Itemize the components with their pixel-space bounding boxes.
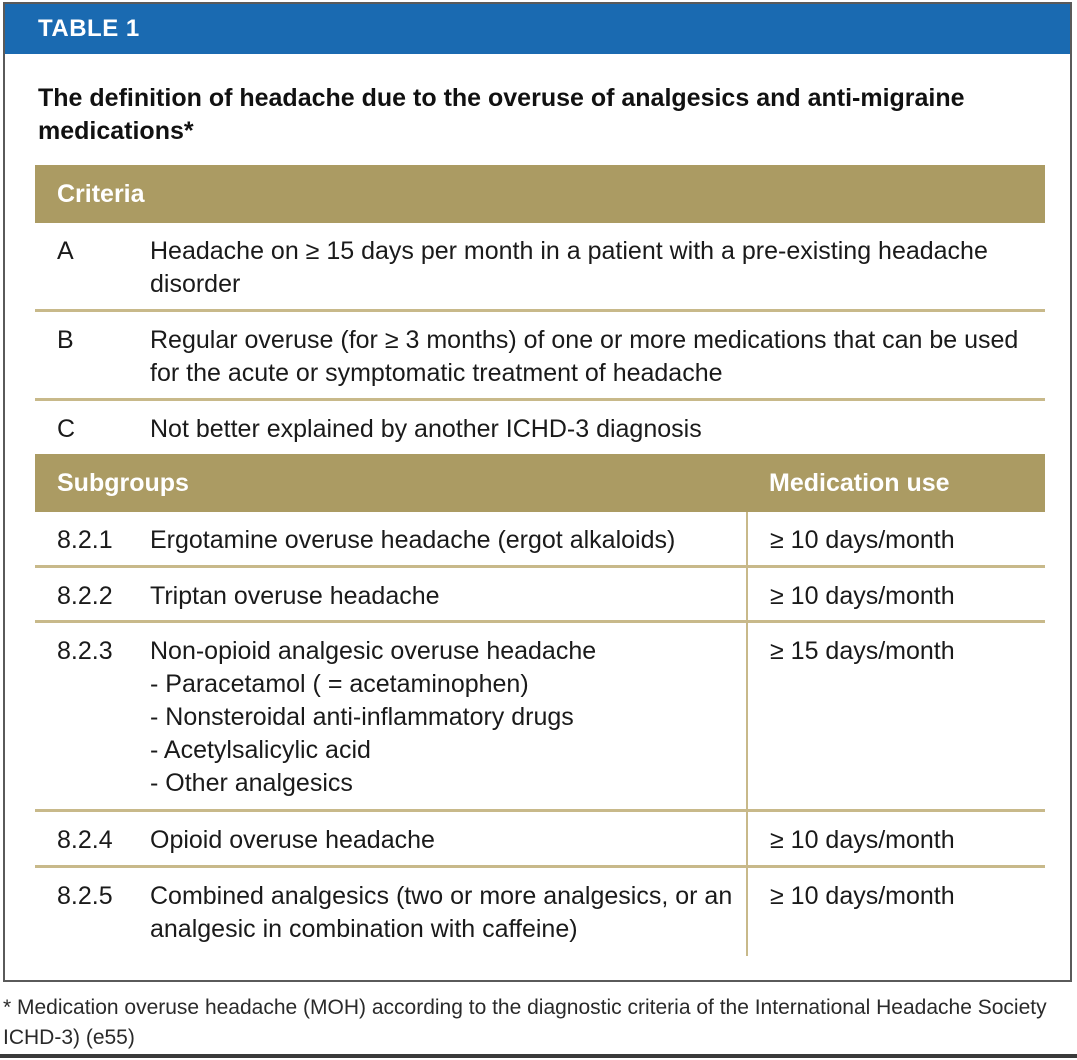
medication-use-header-label: Medication use	[769, 469, 950, 497]
subgroups-header-label: Subgroups	[57, 469, 189, 497]
table-title: The definition of headache due to the overuse of analgesics and anti-migraine medications*	[38, 84, 965, 145]
table-label: TABLE 1	[38, 15, 140, 42]
subgroup-text: Opioid overuse headache	[150, 826, 435, 854]
subgroup-text-block	[150, 635, 735, 800]
criteria-code-c: C	[57, 415, 76, 443]
criteria-code-a: A	[57, 237, 74, 265]
subgroup-list-item: - Paracetamol ( = acetaminophen)	[150, 670, 529, 698]
row-divider	[35, 309, 1045, 312]
row-divider	[35, 809, 1045, 812]
criteria-header-label: Criteria	[57, 180, 145, 208]
subgroup-code: 8.2.3	[57, 637, 113, 665]
column-divider	[746, 512, 748, 956]
subgroup-medication-use: ≥ 10 days/month	[770, 526, 955, 554]
subgroup-code: 8.2.5	[57, 882, 113, 910]
subgroup-code: 8.2.1	[57, 526, 113, 554]
criteria-text-c: Not better explained by another ICHD-3 diagnosis	[150, 415, 702, 443]
row-divider	[35, 865, 1045, 868]
criteria-header	[35, 165, 1045, 223]
row-divider	[35, 565, 1045, 568]
subgroup-medication-use: ≥ 10 days/month	[770, 826, 955, 854]
subgroup-medication-use: ≥ 15 days/month	[770, 637, 955, 665]
criteria-text-b: Regular overuse (for ≥ 3 months) of one or more medications that can be used for the acute or symptomatic treatment of headache	[150, 326, 1019, 387]
row-divider	[35, 398, 1045, 401]
criteria-text-a: Headache on ≥ 15 days per month in a patient with a pre-existing headache disorder	[150, 237, 988, 298]
subgroup-list-item: - Other analgesics	[150, 769, 353, 797]
subgroup-code: 8.2.4	[57, 826, 113, 854]
criteria-code-b: B	[57, 326, 74, 354]
subgroup-medication-use: ≥ 10 days/month	[770, 582, 955, 610]
subgroup-text: Ergotamine overuse headache (ergot alkaloids)	[150, 526, 676, 554]
subgroups-header	[35, 454, 1045, 512]
table-frame	[3, 2, 1072, 982]
subgroup-list-item: - Nonsteroidal anti-inflammatory drugs	[150, 703, 574, 731]
footnote: * Medication overuse headache (MOH) according to the diagnostic criteria of the International Headache Society ICHD-3) (e55)	[3, 996, 1047, 1049]
subgroup-list-item: - Acetylsalicylic acid	[150, 736, 371, 764]
subgroup-text: Triptan overuse headache	[150, 582, 440, 610]
table-label-bar	[5, 4, 1070, 54]
subgroup-text: Non-opioid analgesic overuse headache	[150, 637, 597, 665]
subgroup-medication-use: ≥ 10 days/month	[770, 882, 955, 910]
row-divider	[35, 620, 1045, 623]
subgroup-text: Combined analgesics (two or more analgesics, or an analgesic in combination with caffeine)	[150, 882, 733, 943]
subgroup-code: 8.2.2	[57, 582, 113, 610]
bottom-rule	[0, 1054, 1077, 1058]
